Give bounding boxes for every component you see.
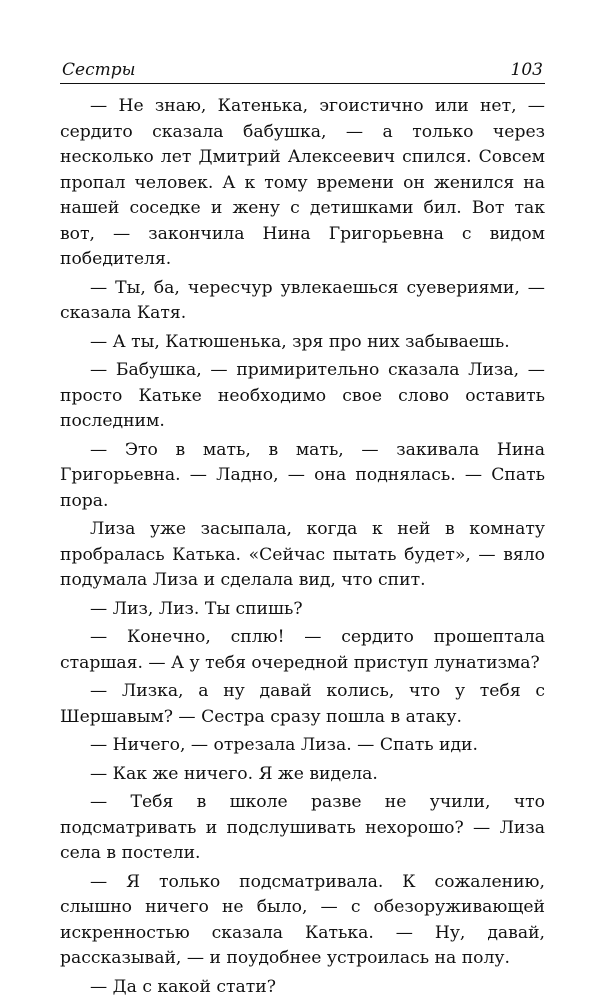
running-title: Сестры [62, 60, 136, 80]
paragraph: — А ты, Катюшенька, зря про них забываешь. [90, 331, 510, 352]
paragraph: — Лиз, Лиз. Ты спишь? [90, 598, 303, 619]
paragraph: — Ты, ба, чересчур увлекаешься суевериями, — сказала Катя. [60, 277, 545, 323]
paragraph: — Тебя в школе разве не учили, что подсматривать и подслушивать нехорошо? — Лиза села в постели. [60, 792, 545, 863]
paragraph: — Да с какой стати? [90, 976, 276, 997]
paragraph: — Лизка, а ну давай колись, что у тебя с Шершавым? — Сестра сразу пошла в атаку. [60, 681, 545, 727]
paragraph: — Ничего, — отрезала Лиза. — Спать иди. [90, 735, 478, 755]
paragraph: Лиза уже засыпала, когда к ней в комнату пробралась Катька. «Сейчас пытать будет», — вяло подумала Лиза и сделала вид, что спит. [60, 519, 545, 590]
paragraph: — Это в мать, в мать, — закивала Нина Григорьевна. — Ладно, — она поднялась. — Спать пора. [60, 439, 545, 511]
paragraph: — Не знаю, Катенька, эгоистично или нет, — сердито сказала бабушка, — а только через несколько лет Дмитрий Алексеевич спился. Совсем пропал человек. А к тому времени он женился на нашей соседке и жену с детишками бил. Вот так вот, — закончила Нина Григорьевна с видом победителя. [60, 96, 545, 269]
paragraph: — Как же ничего. Я же видела. [90, 763, 378, 784]
paragraph: — Я только подсматривала. К сожалению, слышно ничего не было, — с обезоруживающей искренностью сказала Катька. — Ну, давай, рассказывай, — и поудобнее устроилась на полу. [60, 871, 545, 968]
body-text [60, 94, 545, 1000]
paragraph: — Конечно, сплю! — сердито прошептала старшая. — А у тебя очередной приступ лунатизма? [60, 627, 545, 673]
book-page [60, 60, 545, 1003]
page-number: 103 [510, 60, 543, 80]
running-header [60, 60, 545, 84]
paragraph: — Бабушка, — примирительно сказала Лиза, — просто Катьке необходимо свое слово оставить последним. [60, 360, 545, 431]
